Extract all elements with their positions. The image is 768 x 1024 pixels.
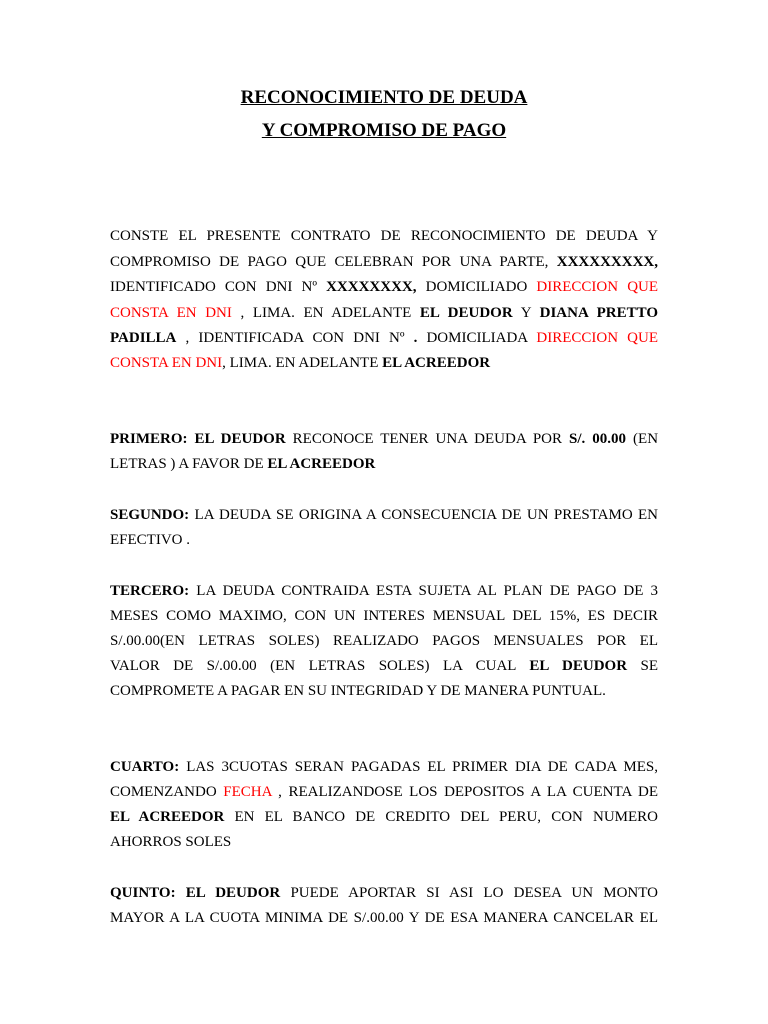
creditor-label: EL ACREEDOR — [110, 809, 225, 825]
clause-line: SEGUNDO: LA DEUDA SE ORIGINA A CONSECUENCIA DE UN PRESTAMO EN — [110, 507, 659, 523]
clause-line: QUINTO: EL DEUDOR PUEDE APORTAR SI ASI LO DESEA UN MONTO — [110, 885, 658, 901]
clause-line: PRIMERO: EL DEUDOR RECONOCE TENER UNA DEUDA POR S/. 00.00 (EN — [110, 431, 659, 447]
party-name-placeholder: XXXXXXXXX, — [556, 254, 658, 270]
address-placeholder: DIRECCION QUE — [536, 330, 659, 346]
clause-line: TERCERO: LA DEUDA CONTRAIDA ESTA SUJETA AL PLAN DE PAGO DE 3 — [110, 583, 659, 599]
intro-line: COMPROMISO DE PAGO QUE CELEBRAN POR UNA PARTE, XXXXXXXXX, — [110, 254, 658, 270]
clause-line: EL ACREEDOR EN EL BANCO DE CREDITO DEL PERU, CON NUMERO — [110, 809, 659, 825]
clause-line: S/.00.00(EN LETRAS SOLES) REALIZADO PAGOS MENSUALES POR EL — [110, 633, 658, 649]
clause-line: VALOR DE S/.00.00 (EN LETRAS SOLES) LA CUAL EL DEUDOR SE — [110, 658, 659, 674]
document-title-line-2: Y COMPROMISO DE PAGO — [261, 120, 507, 141]
date-placeholder: FECHA — [223, 784, 272, 800]
creditor-label: EL ACREEDOR — [382, 355, 491, 371]
clause-label: CUARTO: — [110, 759, 180, 775]
intro-line: CONSTA EN DNI, LIMA. EN ADELANTE EL ACREEDOR — [110, 355, 491, 371]
intro-line: CONSTA EN DNI , LIMA. EN ADELANTE EL DEUDOR Y DIANA PRETTO — [110, 305, 658, 321]
debtor-label: EL DEUDOR — [529, 658, 628, 674]
creditor-name: PADILLA — [110, 330, 177, 346]
clause-line: COMPROMETE A PAGAR EN SU INTEGRIDAD Y DE MANERA PUNTUAL. — [110, 683, 606, 699]
intro-line: IDENTIFICADO CON DNI Nº XXXXXXXX, DOMICILIADO DIRECCION QUE — [110, 279, 659, 295]
address-placeholder: DIRECCION QUE — [536, 279, 659, 295]
clause-label: PRIMERO: EL DEUDOR — [110, 431, 286, 447]
dni-placeholder: XXXXXXXX, — [326, 279, 417, 295]
clause-line: AHORROS SOLES — [110, 834, 232, 850]
clause-line: LETRAS ) A FAVOR DE EL ACREEDOR — [110, 456, 376, 472]
debt-amount: S/. 00.00 — [569, 431, 627, 447]
address-placeholder: CONSTA EN DNI — [110, 355, 223, 371]
address-placeholder: CONSTA EN DNI — [110, 305, 232, 321]
creditor-name: DIANA PRETTO — [539, 305, 658, 321]
clause-line: CUARTO: LAS 3CUOTAS SERAN PAGADAS EL PRIMER DIA DE CADA MES, — [110, 759, 659, 775]
clause-line: COMENZANDO FECHA , REALIZANDOSE LOS DEPOSITOS A LA CUENTA DE — [110, 784, 659, 800]
clause-line: MAYOR A LA CUOTA MINIMA DE S/.00.00 Y DE ESA MANERA CANCELAR EL — [110, 910, 658, 926]
intro-line: CONSTE EL PRESENTE CONTRATO DE RECONOCIMIENTO DE DEUDA Y — [110, 228, 658, 244]
clause-line: EFECTIVO . — [110, 532, 190, 548]
creditor-label: EL ACREEDOR — [267, 456, 376, 472]
debtor-label: EL DEUDOR — [419, 305, 513, 321]
document-title-line-1: RECONOCIMIENTO DE DEUDA — [240, 87, 528, 108]
intro-line: PADILLA , IDENTIFICADA CON DNI Nº . DOMICILIADA DIRECCION QUE — [110, 330, 659, 346]
clause-label: SEGUNDO: — [110, 507, 190, 523]
clause-label: TERCERO: — [110, 583, 190, 599]
clause-label: QUINTO: EL DEUDOR — [110, 885, 281, 901]
clause-line: MESES COMO MAXIMO, CON UN INTERES MENSUAL DEL 15%, ES DECIR — [110, 608, 658, 624]
